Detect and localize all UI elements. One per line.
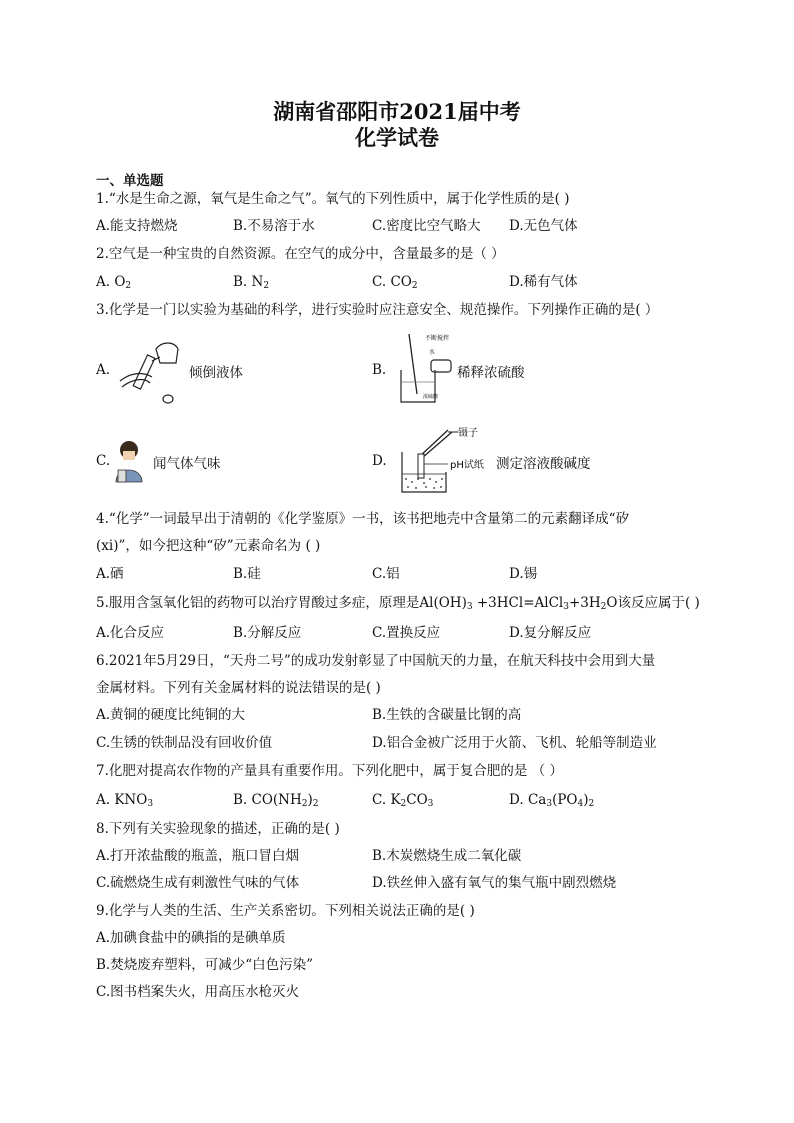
q4-stem-line1: 4.“化学”一词最早出于清朝的《化学鉴原》一书，该书把地壳中含量第二的元素翻译成“矽 bbox=[96, 511, 630, 527]
q3-option-a-letter: A. bbox=[96, 362, 111, 378]
q3-option-d-label: 测定溶液酸碱度 bbox=[496, 456, 591, 472]
q1-option-b: B.不易溶于水 bbox=[233, 218, 315, 234]
q4-option-d: D.锡 bbox=[509, 566, 538, 582]
q5-option-b: B.分解反应 bbox=[233, 625, 302, 641]
ph-test-figure bbox=[396, 424, 496, 496]
section-heading: 一、单选题 bbox=[96, 173, 164, 189]
q2-option-d: D.稀有气体 bbox=[509, 274, 578, 290]
q4-option-b: B.硅 bbox=[233, 566, 261, 582]
q6-stem-line2: 金属材料。下列有关金属材料的说法错误的是( ) bbox=[96, 680, 381, 696]
q4-stem-line2: (xi)”，如今把这种“矽”元素命名为 ( ) bbox=[96, 538, 321, 554]
q2-stem: 2.空气是一种宝贵的自然资源。在空气的成分中，含量最多的是（ ） bbox=[96, 246, 505, 262]
q6-option-b: B.生铁的含碳量比钢的高 bbox=[372, 707, 522, 723]
q6-option-c: C.生锈的铁制品没有回收价值 bbox=[96, 735, 273, 751]
q1-option-c: C.密度比空气略大 bbox=[372, 218, 481, 234]
exam-subtitle: 化学试卷 bbox=[355, 125, 439, 150]
q7-option-a: A. $KNO_3$ bbox=[96, 792, 154, 809]
q1-stem: 1.“水是生命之源，氧气是生命之气”。氧气的下列性质中，属于化学性质的是( ) bbox=[96, 191, 570, 207]
q6-option-a: A.黄铜的硬度比纯铜的大 bbox=[96, 707, 246, 723]
q8-option-d: D.铁丝伸入盛有氧气的集气瓶中剧烈燃烧 bbox=[372, 875, 617, 891]
q7-option-b: B. $CO(NH_2)_2$ bbox=[233, 792, 319, 809]
q5-option-d: D.复分解反应 bbox=[509, 625, 592, 641]
exam-title: 湖南省邵阳市2021届中考 bbox=[273, 99, 521, 124]
q4-option-a: A.硒 bbox=[96, 566, 124, 582]
q3-option-a-label: 倾倒液体 bbox=[189, 365, 243, 381]
q7-stem: 7.化肥对提高农作物的产量具有重要作用。下列化肥中，属于复合肥的是 （ ） bbox=[96, 763, 563, 779]
dilute-acid-figure bbox=[395, 330, 457, 408]
q5-equation: $Al(OH)_3$ $+3HCl=AlCl_3+3H_2O$ bbox=[419, 595, 618, 612]
q6-option-d: D.铝合金被广泛用于火箭、飞机、轮船等制造业 bbox=[372, 735, 657, 751]
q2-option-c: C. $CO_2$ bbox=[372, 274, 418, 291]
q5-option-c: C.置换反应 bbox=[372, 625, 441, 641]
svg-text:不断搅拌: 不断搅拌 bbox=[425, 335, 450, 342]
q7-option-d: D. $Ca_3(PO_4)_2$ bbox=[509, 792, 595, 809]
svg-text:pH试纸: pH试纸 bbox=[450, 460, 484, 471]
q9-option-b: B.焚烧废弃塑料，可减少“白色污染” bbox=[96, 957, 314, 973]
pour-liquid-figure bbox=[112, 333, 184, 405]
q8-stem: 8.下列有关实验现象的描述，正确的是( ) bbox=[96, 821, 340, 837]
q3-option-b-label: 稀释浓硫酸 bbox=[457, 365, 525, 381]
smell-gas-figure bbox=[112, 438, 146, 484]
q5-stem: 5.服用含氢氧化铝的药物可以治疗胃酸过多症，原理是$Al(OH)_3$ $+3HCl=AlCl_3+3H_2O$该反应属于( ) bbox=[96, 595, 700, 612]
q3-option-b-letter: B. bbox=[372, 362, 387, 378]
q9-stem: 9.化学与人类的生活、生产关系密切。下列相关说法正确的是( ) bbox=[96, 903, 475, 919]
q4-option-c: C.铝 bbox=[372, 566, 400, 582]
q3-stem: 3.化学是一门以实验为基础的科学，进行实验时应注意安全、规范操作。下列操作正确的是( ） bbox=[96, 302, 659, 318]
q6-stem-line1: 6.2021年5月29日，“天舟二号”的成功发射彰显了中国航天的力量，在航天科技中会用到大量 bbox=[96, 653, 656, 669]
q8-option-b: B.木炭燃烧生成二氧化碳 bbox=[372, 848, 522, 864]
q3-option-c-label: 闻气体气味 bbox=[153, 456, 221, 472]
q1-option-a: A.能支持燃烧 bbox=[96, 218, 178, 234]
q5-option-a: A.化合反应 bbox=[96, 625, 165, 641]
q2-option-b: B. $N_2$ bbox=[233, 274, 270, 291]
q7-option-c: C. $K_2CO_3$ bbox=[372, 792, 434, 809]
svg-text:镊子: 镊子 bbox=[458, 428, 478, 439]
q9-option-a: A.加碘食盐中的碘指的是碘单质 bbox=[96, 930, 286, 946]
q9-option-c: C.图书档案失火，用高压水枪灭火 bbox=[96, 984, 300, 1000]
q8-option-a: A.打开浓盐酸的瓶盖，瓶口冒白烟 bbox=[96, 848, 300, 864]
q3-option-c-letter: C. bbox=[96, 453, 111, 469]
q8-option-c: C.硫燃烧生成有刺激性气味的气体 bbox=[96, 875, 300, 891]
q1-option-d: D.无色气体 bbox=[509, 218, 578, 234]
svg-text:浓硫酸: 浓硫酸 bbox=[423, 394, 439, 400]
q2-option-a: A. $O_2$ bbox=[96, 274, 132, 291]
svg-text:水: 水 bbox=[429, 349, 436, 356]
q3-option-d-letter: D. bbox=[372, 453, 387, 469]
